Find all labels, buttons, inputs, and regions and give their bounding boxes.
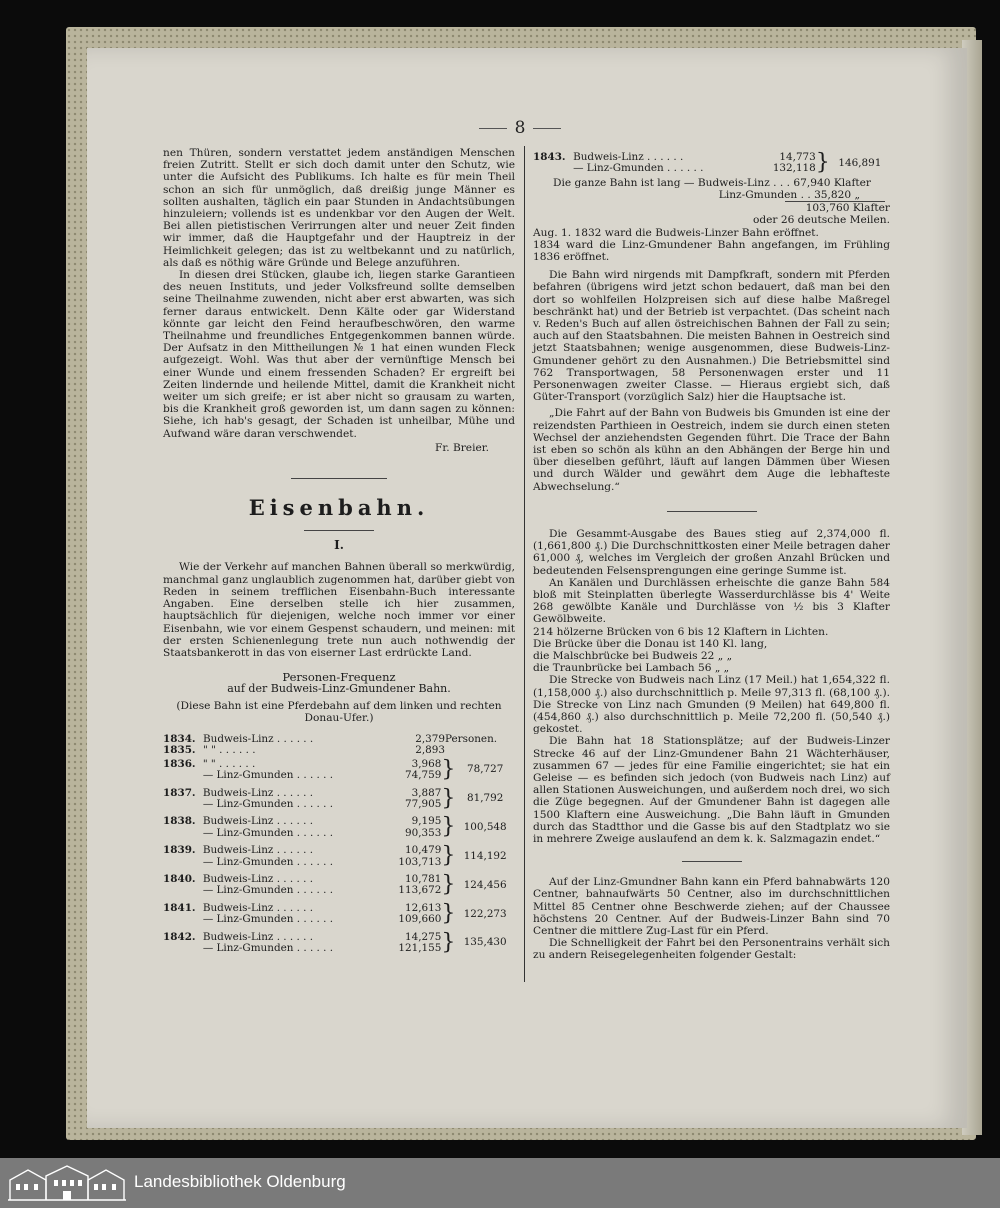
count-cell: 74,759: [405, 769, 442, 782]
route-cell: — Linz-Gmunden . . . . . .: [202, 913, 334, 926]
route-cell: Budweis-Linz . . . . . .: [202, 844, 314, 857]
left-paragraph-2: In diesen drei Stücken, glaube ich, liegen starke Garantieen des neuen Instituts, und jeder Volksfreund sollte demselben seine Theilnahme zuwenden, nicht aber erst abwarten, was sich ferner daraus entwickelt. Denn Kälte oder gar Widerstand könnte gar leicht den Feind heraufbeschwören, den warme Theilnahme und freundliches Entgegenkommen bannen würde. Der Aufsatz in den Mittheilungen № 1 hat einen wunden Fleck aufgezeigt. Wohl. Was thut aber der vernünftige Mensch bei einer Wunde und einem fressenden Schaden? Er ergreift bei Zeiten lindernde und heilende Mittel, damit die Krankheit nicht weiter um sich greife; er ist aber nicht so grausam zu warten, bis die Krankheit groß geworden ist, um dann sagen zu können: Siehe, ich hab's gesagt, der Schaden ist unheilbar, Mühe und Aufwand wäre daran verschwendet.: [163, 269, 515, 440]
right-paragraph-3: Die Gesammt-Ausgabe des Baues stieg auf 2,374,000 fl. (1,661,800 ₰.) Die Durchschnittkosten einer Meile betragen daher 61,000 ₰, welches im Vergleich der großen Anzahl Brücken und bedeutenden Felsensprengungen eine geringe Summe ist.: [533, 527, 890, 577]
right-paragraph-8: Auf der Linz-Gmundner Bahn kann ein Pferd bahnabwärts 120 Centner, bahnaufwärts 50 Centner, also im durchschnittlichen Mittel 85 Centner ohne Beschwerde ziehen; auf der Chaussee höchstens 20 Centner. Auf der Budweis-Linzer Bahn sind 70 Centner die mittlere Zug-Last für ein Pferd.: [533, 876, 890, 937]
count-cell: 3,968: [411, 757, 442, 770]
route-cell: — Linz-Gmunden . . . . . .: [202, 826, 334, 839]
section-rule: [682, 861, 742, 862]
right-paragraph-2: „Die Fahrt auf der Bahn von Budweis bis Gmunden ist eine der reizendsten Parthieen in Oestreich, indem sie durch einen steten Wechsel der anziehendsten Gegenden führt. Die Trace der Bahn ist eben so schön als kühn an den Abhängen der Berge hin und über dieselben geführt, läuft auf langen Dämmen über Wiesen und durch Wälder und gewährt dem Auge die lebhafteste Abwechselung.“: [533, 407, 890, 493]
length-line-1: Die ganze Bahn ist lang — Budweis-Linz . . . 67,940 Klafter: [553, 176, 871, 189]
signature: Fr. Breier.: [434, 441, 489, 454]
year-cell: 1842.: [163, 930, 196, 943]
count-cell: 12,613: [405, 901, 442, 914]
total-cell: 124,456: [463, 878, 507, 891]
brace: }: [441, 785, 456, 811]
total-cell: 81,792: [467, 792, 504, 805]
year-cell: 1838.: [163, 815, 196, 828]
route-cell: — Linz-Gmunden . . . . . .: [202, 855, 334, 868]
right-paragraph-5: 214 hölzerne Brücken von 6 bis 12 Klaftern in Lichten.: [533, 625, 829, 638]
length-miles: oder 26 deutsche Meilen.: [752, 214, 890, 227]
route-cell: Budweis-Linz . . . . . .: [202, 815, 314, 828]
right-paragraph-7: Die Bahn hat 18 Stationsplätze; auf der Budweis-Linzer Strecke 46 auf der Linz-Gmundener Bahn 21 Wächterhäuser, zusammen 67 — jedes für eine Familie eingerichtet; sie hat ein Geleise — es befinden sich jedoch (von Budweis nach Linz) auf allen Stationen Ausweichungen, und außerdem noch drei, wo sich die Züge begegnen. Auf der Gmundener Bahn ist dagegen alle 1500 Klaftern eine Ausweichung. „Die Bahn läuft in Gmunden durch das Stadtthor und die Gasse bis auf den Stadtplatz wo sie in mehrere Zweige auslaufend an dem k. k. Salzmagazin endet.“: [533, 735, 890, 845]
total-cell: 100,548: [463, 821, 507, 834]
library-name: Landesbibliothek Oldenburg: [134, 1172, 346, 1191]
passenger-table-body: [163, 756, 515, 961]
brace: }: [441, 843, 456, 869]
library-building-icon: [8, 1164, 126, 1202]
brace: }: [441, 929, 456, 955]
year-cell: 1834.: [163, 732, 196, 745]
count-cell: 14,773: [779, 151, 816, 163]
count-cell: 90,353: [405, 826, 442, 839]
count-cell: 2,893: [415, 744, 445, 757]
year-cell: 1840.: [163, 872, 196, 885]
table-subtitle: auf der Budweis-Linz-Gmundener Bahn.: [227, 682, 451, 696]
passenger-table-pairs: [163, 756, 515, 961]
brace: }: [441, 900, 456, 926]
left-paragraph-3: Wie der Verkehr auf manchen Bahnen überall so merkwürdig, manchmal ganz unglaublich zugenommen hat, darüber giebt von Reden in seinem trefflichen Eisenbahn-Buch interessante Angaben. Eine derselben stelle ich hier zusammen, hauptsächlich für diejenigen, welche noch immer vor einer Eisenbahn, wie vor einem Gespenst schaudern, und meinen: mit der ersten Schienenlegung trete nun auch nothwendig der Staatsbankerott in das von eiserner Last erdrückte Land.: [163, 561, 515, 659]
route-cell: Budweis-Linz . . . . . .: [573, 151, 684, 163]
total-cell: 135,430: [463, 936, 507, 949]
right-paragraph-4: An Kanälen und Durchlässen erheischte die ganze Bahn 584 bloß mit Steinplatten überlegte Wasserdurchlässe bis 4' Weite 268 gewölbte Kanäle und Durchlässe von ½ bis 3 Klafter Gewölbweite.: [533, 576, 890, 626]
year-cell: 1839.: [163, 844, 196, 857]
section-rule: [667, 511, 757, 512]
brace: }: [441, 814, 456, 840]
count-cell: 3,887: [411, 786, 442, 799]
year-cell: 1841.: [163, 901, 196, 914]
left-paragraph-1: nen Thüren, sondern verstattet jedem anständigen Menschen freien Zutritt. Stellt er sich doch damit unter den Schutz, wie unter die Aufsicht des Publikums. Ich halte es für mein Theil schon an sich für unmöglich, daß dreißig junge Männer es sollten aushalten, täglich ein paar Stunden in Andachtsübungen hinzuleiern; vollends ist es undenkbar vor den Augen der Welt. Bei allen pietistischen Verirrungen alter und neuer Zeit finden wir immer, daß die Hauptgefahr und der Hauptreiz in der Heimlichkeit gelegen; das ist zu weltbekannt und zu natürlich, als daß es nöthig wäre Gründe und Belege anzuführen.: [163, 147, 515, 269]
table-title: Personen-Frequenz: [282, 670, 396, 685]
table-row: [163, 845, 515, 856]
opening-1834: 1834 ward die Linz-Gmundener Bahn angefangen, im Frühling 1836 eröffnet.: [533, 238, 890, 264]
section-rule: [291, 478, 387, 479]
length-total: 103,760 Klafter: [805, 202, 890, 215]
right-paragraph-9: Die Schnelligkeit der Fahrt bei den Personentrains verhält sich zu andern Reisegelegenheiten folgender Gestalt:: [533, 937, 890, 962]
bridge-line-1: Die Brücke über die Donau ist 140 Kl. lang,: [533, 637, 768, 650]
total-cell: 78,727: [467, 763, 504, 776]
route-cell: Budweis-Linz . . . . . .: [202, 930, 314, 943]
count-cell: 9,195: [411, 815, 442, 828]
brace: }: [815, 150, 830, 175]
route-cell: Budweis-Linz . . . . . .: [202, 872, 314, 885]
route-cell: Budweis-Linz . . . . . .: [202, 901, 314, 914]
passenger-table: [163, 734, 515, 757]
year-cell: 1837.: [163, 786, 196, 799]
count-cell: 113,672: [398, 884, 442, 897]
table-note: (Diese Bahn ist eine Pferdebahn auf dem linken und rechten Donau-Ufer.): [176, 699, 502, 724]
footer-bar: [0, 1158, 1000, 1208]
year-cell: 1835.: [163, 744, 196, 757]
count-cell: 14,275: [405, 930, 442, 943]
count-cell: 109,660: [398, 913, 442, 926]
count-cell: 121,155: [398, 942, 442, 955]
unit-cell: Personen.: [445, 732, 498, 745]
table-row: [163, 745, 515, 756]
length-line-2: Linz-Gmunden . . 35,820 „: [718, 189, 860, 202]
right-paragraph-6: Die Strecke von Budweis nach Linz (17 Meil.) hat 1,654,322 fl. (1,158,000 ₰.) also durchschnittlich p. Meile 97,313 fl. (68,100 ₰.). Die Strecke von Linz nach Gmunden (9 Meilen) hat 649,800 fl. (454,860 ₰.) also durchschnittlich p. Meile 72,200 fl. (50,540 ₰.) gekostet.: [533, 674, 890, 736]
table-1843: [533, 152, 890, 175]
route-cell: " " . . . . . .: [203, 744, 256, 757]
count-cell: 10,479: [405, 844, 442, 857]
year-cell: 1843.: [533, 151, 566, 163]
heading-rule: [304, 530, 374, 531]
route-cell: — Linz-Gmunden . . . . . .: [202, 942, 334, 955]
count-cell: 10,781: [405, 872, 442, 885]
brace: }: [441, 871, 456, 897]
section-number: I.: [334, 538, 344, 553]
bridge-line-3: die Traunbrücke bei Lambach 56 „ „: [533, 662, 730, 675]
route-cell: Budweis-Linz . . . . . .: [202, 786, 314, 799]
count-cell: 2,379: [415, 732, 445, 745]
left-column: [163, 147, 515, 960]
total-cell: 146,891: [838, 156, 882, 169]
article-heading: Eisenbahn.: [248, 495, 430, 521]
right-column: [533, 152, 890, 962]
route-cell: Budweis-Linz . . . . . .: [203, 732, 314, 745]
route-cell: — Linz-Gmunden . . . . . .: [573, 162, 704, 175]
opening-1832: Aug. 1. 1832 ward die Budweis-Linzer Bahn eröffnet.: [533, 226, 819, 239]
bridge-line-2: die Malschbrücke bei Budweis 22 „ „: [533, 649, 733, 662]
year-cell: 1836.: [163, 757, 196, 770]
right-paragraph-1: Die Bahn wird nirgends mit Dampfkraft, sondern mit Pferden befahren (übrigens wird jetzt schon bedauert, daß man bei den dort so wohlfeilen Holzpreisen sich auf diese halbe Maßregel beschränkt hat) und der Betrieb ist verpachtet. (Das scheint nach v. Reden's Buch auf allen östreichischen Bahnen der Fall zu sein; auch auf den Staatsbahnen. Die meisten Bahnen in Oestreich sind jetzt Staatsbahnen; wenige ausgenommen, diese Budweis-Linz-Gmundener gehört zu den Ausnahmen.) Die Betriebsmittel sind 762 Transportwagen, 58 Personenwagen erster und 11 Personenwagen zweiter Classe. — Hieraus ergiebt sich, daß Güter-Transport (vorzüglich Salz) hier die Hauptsache ist.: [533, 269, 890, 404]
route-cell: — Linz-Gmunden . . . . . .: [202, 884, 334, 897]
route-cell: — Linz-Gmunden . . . . . .: [202, 769, 334, 782]
total-cell: 122,273: [463, 907, 507, 920]
route-cell: " " . . . . . .: [202, 757, 256, 770]
column-divider: [524, 146, 525, 982]
brace: }: [441, 756, 456, 782]
count-cell: 132,118: [772, 162, 816, 175]
page-number: 8: [470, 118, 570, 138]
route-cell: — Linz-Gmunden . . . . . .: [202, 797, 334, 810]
total-cell: 114,192: [463, 849, 507, 862]
count-cell: 103,713: [398, 855, 442, 868]
count-cell: 77,905: [405, 797, 442, 810]
